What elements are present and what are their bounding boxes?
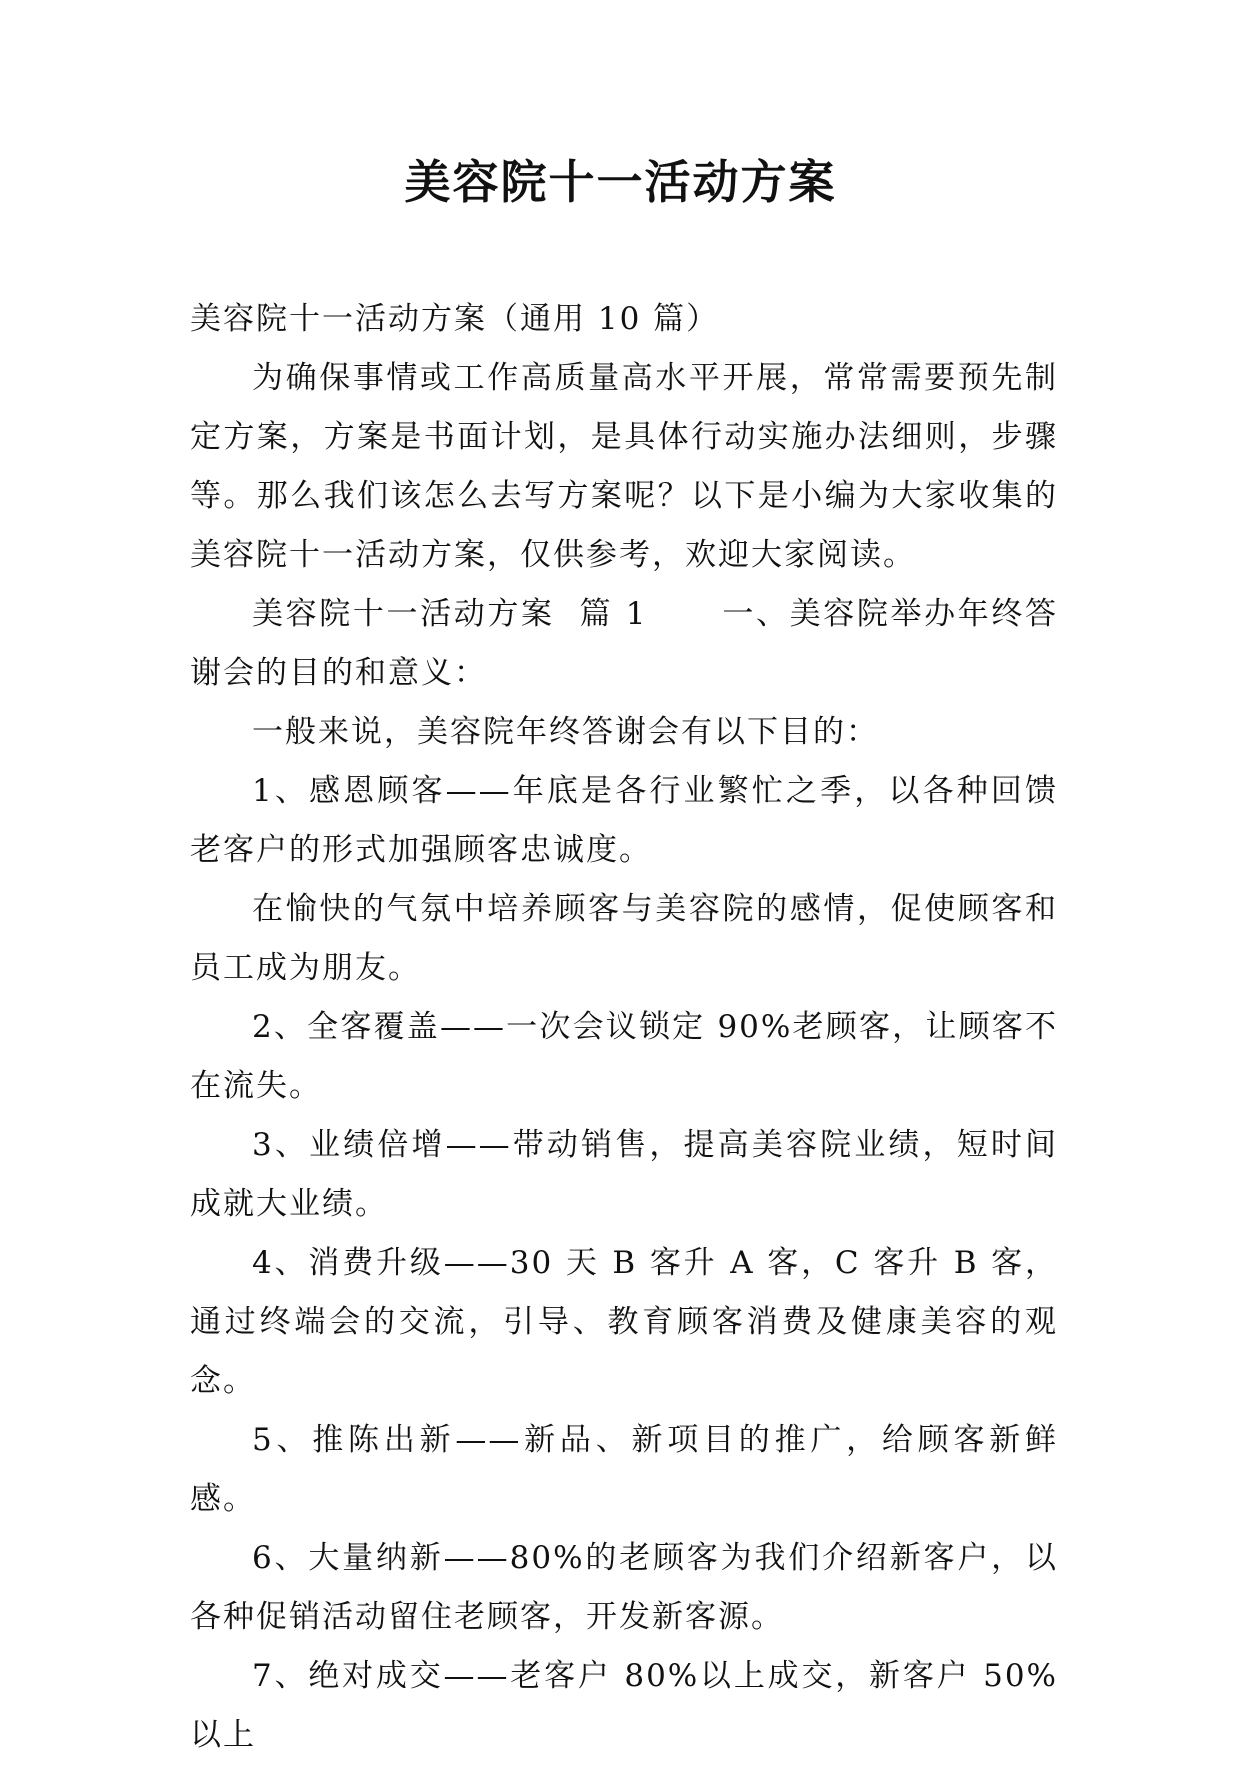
- list-item-paragraph: 1、感恩顾客——年底是各行业繁忙之季，以各种回馈老客户的形式加强顾客忠诚度。: [190, 773, 1058, 868]
- list-item-paragraph: 5、推陈出新——新品、新项目的推广，给顾客新鲜感。: [190, 1422, 1058, 1517]
- document-body: [190, 290, 1058, 1765]
- subtitle-paragraph: 美容院十一活动方案（通用 10 篇）: [190, 301, 720, 337]
- intro-paragraph: 为确保事情或工作高质量高水平开展，常常需要预先制定方案，方案是书面计划，是具体行动实施办法细则，步骤等。那么我们该怎么去写方案呢？以下是小编为大家收集的美容院十一活动方案，仅供参考，欢迎大家阅读。: [190, 360, 1058, 573]
- list-item-paragraph: 3、业绩倍增——带动销售，提高美容院业绩，短时间成就大业绩。: [190, 1127, 1058, 1222]
- list-item-paragraph: 4、消费升级——30 天 B 客升 A 客，C 客升 B 客，通过终端会的交流，引导、教育顾客消费及健康美容的观念。: [190, 1245, 1058, 1399]
- list-item-paragraph: 2、全客覆盖——一次会议锁定 90%老顾客，让顾客不在流失。: [190, 1009, 1058, 1104]
- document-title: 美容院十一活动方案: [404, 155, 837, 209]
- list-item-paragraph: 6、大量纳新——80%的老顾客为我们介绍新客户，以各种促销活动留住老顾客，开发新客源。: [190, 1540, 1058, 1635]
- list-item-paragraph: 在愉快的气氛中培养顾客与美容院的感情，促使顾客和员工成为朋友。: [190, 891, 1058, 986]
- section-heading-paragraph: 美容院十一活动方案 篇 1 一、美容院举办年终答谢会的目的和意义：: [190, 596, 1058, 691]
- purpose-intro-paragraph: 一般来说，美容院年终答谢会有以下目的：: [252, 714, 879, 750]
- list-item-paragraph: 7、绝对成交——老客户 80%以上成交，新客户 50%以上: [190, 1658, 1058, 1753]
